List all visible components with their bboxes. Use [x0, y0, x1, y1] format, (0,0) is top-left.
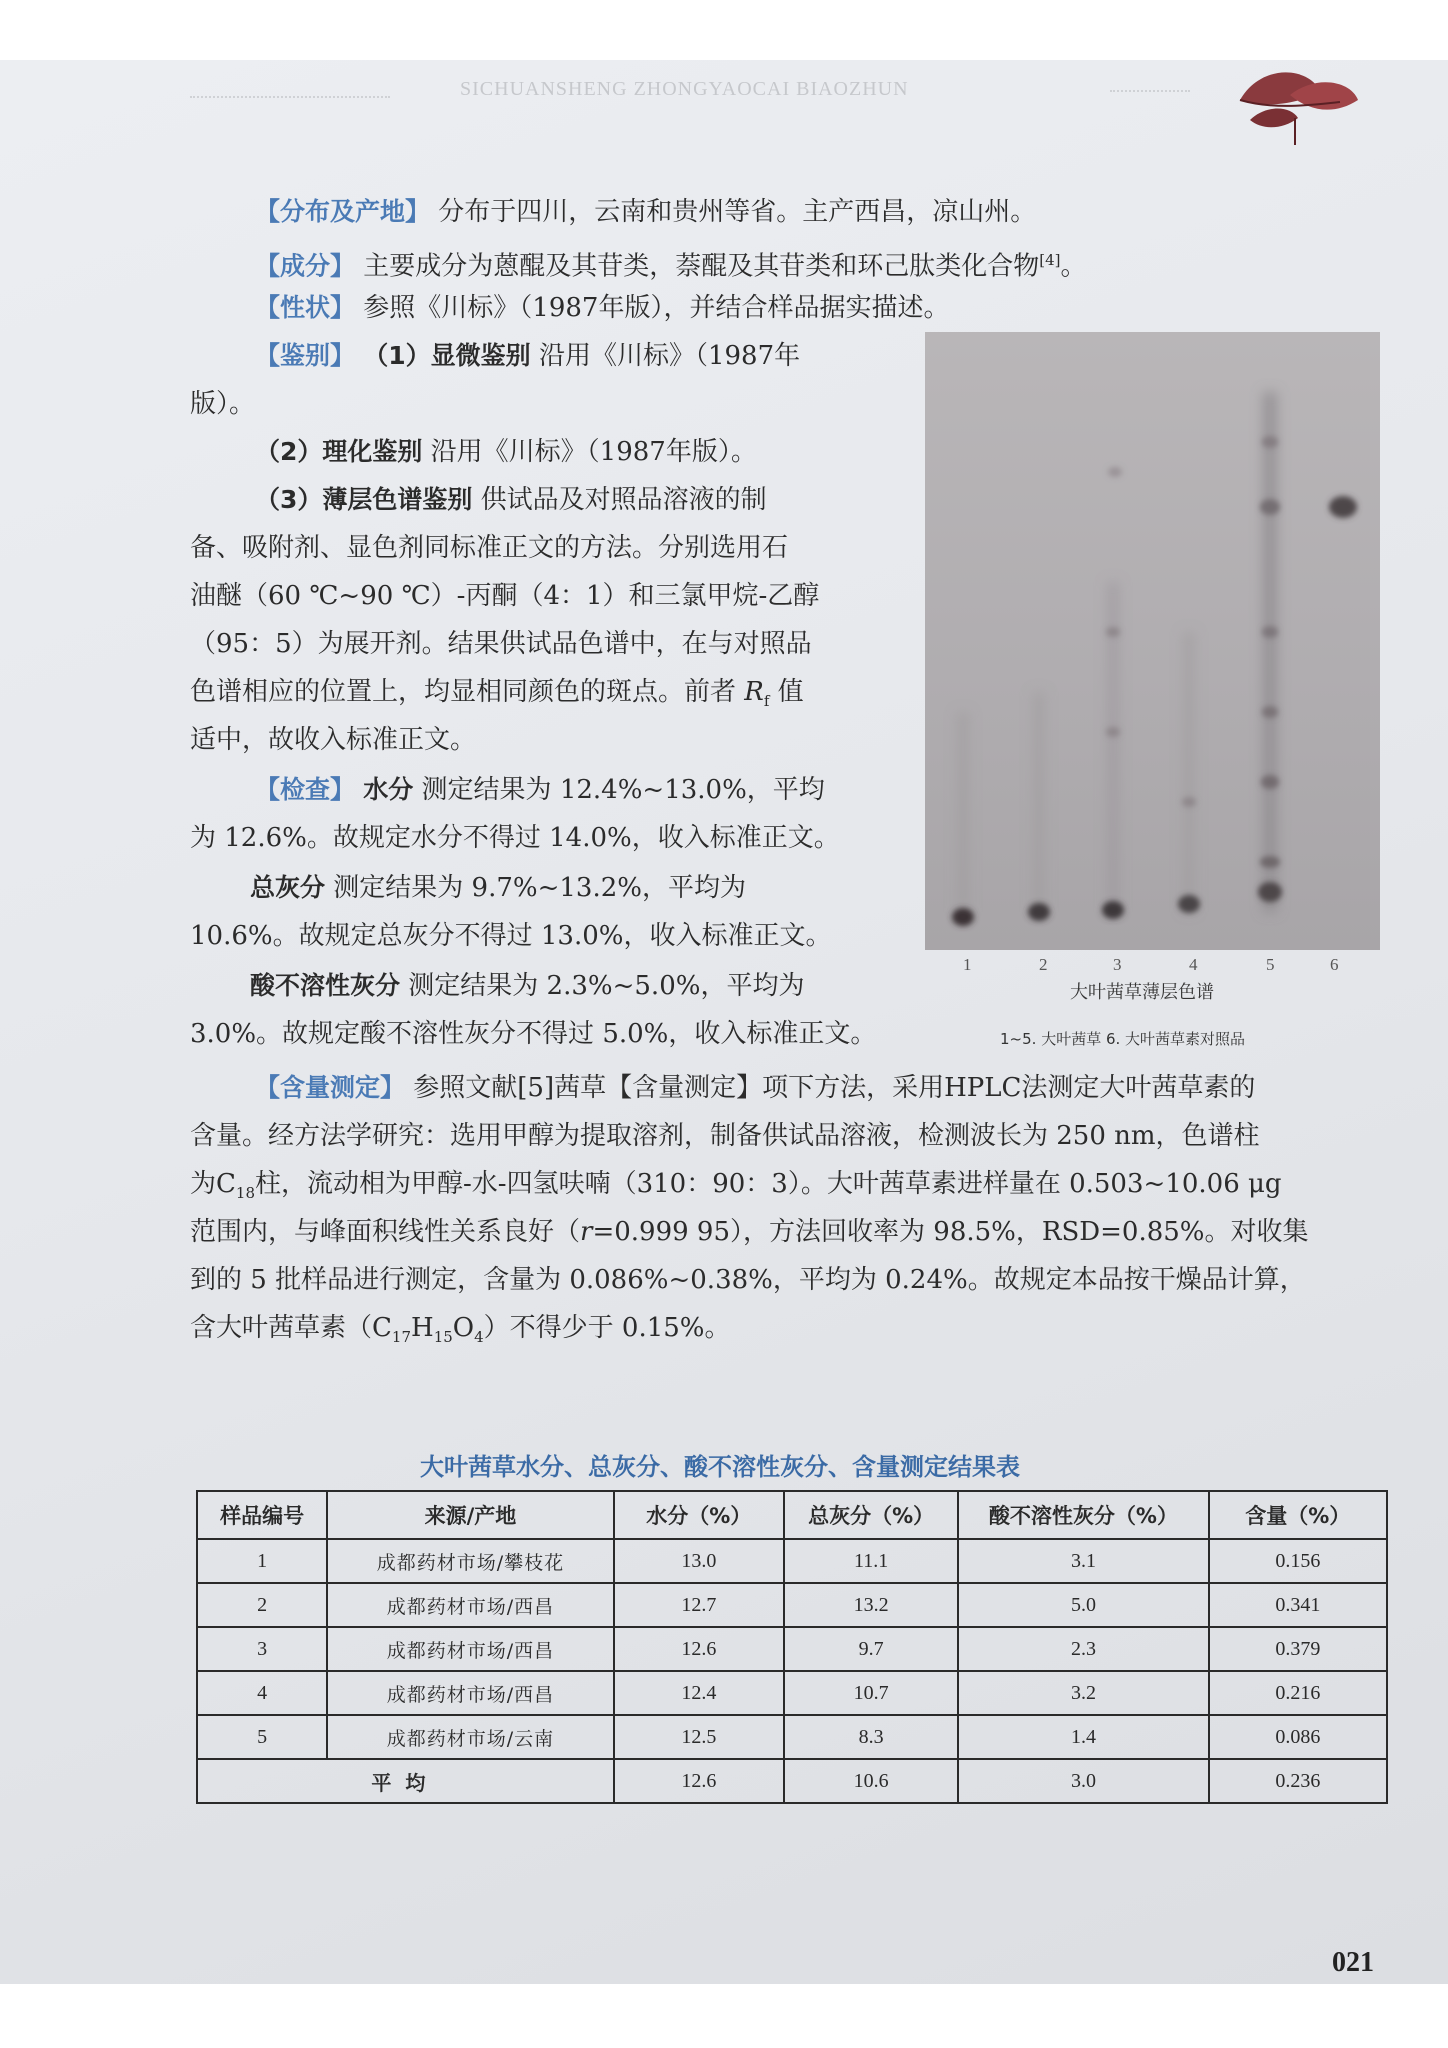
assay-line-2: 含量。经方法学研究：选用甲醇为提取溶剂，制备供试品溶液，检测波长为 250 nm，色谱柱: [190, 1121, 1260, 1151]
character-paragraph: [255, 284, 949, 332]
tlc-plate-graphic: [925, 332, 1380, 950]
total-ash-cell: 8.3: [784, 1715, 958, 1759]
average-content: 0.236: [1209, 1759, 1387, 1803]
table-row: [197, 1715, 1387, 1759]
source-cell: 成都药材市场/西昌: [327, 1627, 613, 1671]
tlc-label: （3）薄层色谱鉴别: [255, 485, 473, 514]
header-source: 来源/产地: [327, 1491, 613, 1539]
leaf-ornament-icon: [1220, 60, 1360, 150]
acid-ash-cell: 5.0: [958, 1583, 1208, 1627]
average-total-ash: 10.6: [784, 1759, 958, 1803]
average-water: 12.6: [614, 1759, 784, 1803]
assay-text-6b: ）不得少于 0.15%。: [483, 1313, 731, 1343]
water-cell: 12.5: [614, 1715, 784, 1759]
total-ash-cell: 13.2: [784, 1583, 958, 1627]
running-head: SICHUANSHENG ZHONGYAOCAI BIAOZHUN: [460, 78, 909, 100]
inspection-label: 【检查】: [255, 775, 356, 804]
total-ash-cell: 11.1: [784, 1539, 958, 1583]
physchem-text: 沿用《川标》（1987年版）。: [422, 437, 757, 467]
total-ash-cell: 10.7: [784, 1671, 958, 1715]
acid-text-2: 3.0%。故规定酸不溶性灰分不得过 5.0%，收入标准正文。: [190, 1019, 877, 1049]
acid-line-1: [250, 962, 804, 1010]
header-content: 含量（%）: [1209, 1491, 1387, 1539]
lane-label: 1: [963, 955, 972, 974]
ash-text-1: 测定结果为 9.7%~13.2%，平均为: [325, 873, 746, 903]
sample-no: 5: [197, 1715, 327, 1759]
tlc-text-1: 供试品及对照品溶液的制: [472, 485, 767, 515]
tlc-text-5b: 值: [769, 677, 804, 707]
source-cell: 成都药材市场/云南: [327, 1715, 613, 1759]
content-cell: 0.379: [1209, 1627, 1387, 1671]
assay-text-4a: 范围内，与峰面积线性关系良好（: [190, 1217, 581, 1247]
formula-sub-15: 15: [433, 1328, 453, 1347]
table-row: [197, 1627, 1387, 1671]
micro-label: （1）显微鉴别: [363, 341, 531, 370]
assay-line-6: [190, 1304, 731, 1361]
assay-label: 【含量测定】: [255, 1073, 406, 1102]
water-text-2: 为 12.6%。故规定水分不得过 14.0%，收入标准正文。: [190, 823, 840, 853]
distribution-paragraph: [255, 188, 1036, 236]
book-page: [0, 60, 1448, 1984]
water-cell: 12.7: [614, 1583, 784, 1627]
table-average-row: [197, 1759, 1387, 1803]
total-ash-cell: 9.7: [784, 1627, 958, 1671]
physchem-label: （2）理化鉴别: [255, 437, 423, 466]
acid-ash-cell: 3.1: [958, 1539, 1208, 1583]
water-cell: 12.6: [614, 1627, 784, 1671]
assay-text-6a: 含大叶茜草素（C: [190, 1313, 392, 1343]
results-table: [196, 1490, 1388, 1804]
water-cell: 12.4: [614, 1671, 784, 1715]
c18-subscript: 18: [235, 1184, 255, 1203]
micro-text-2: 版）。: [190, 389, 256, 419]
identification-label: 【鉴别】: [255, 341, 356, 370]
identification-line-1: [255, 332, 800, 380]
components-reference: [4]: [1039, 251, 1061, 269]
sample-no: 2: [197, 1583, 327, 1627]
tlc-plate-photo: [925, 332, 1380, 950]
table-row: [197, 1671, 1387, 1715]
ash-text-2: 10.6%。故规定总灰分不得过 13.0%，收入标准正文。: [190, 921, 832, 951]
components-label: 【成分】: [255, 251, 356, 281]
average-label: 平均: [197, 1759, 614, 1803]
character-text: 参照《川标》（1987年版），并结合样品据实描述。: [355, 293, 950, 323]
sample-no: 4: [197, 1671, 327, 1715]
water-label: 水分: [363, 775, 414, 804]
table-row: [197, 1539, 1387, 1583]
table-row: [197, 1583, 1387, 1627]
distribution-label: 【分布及产地】: [255, 197, 431, 226]
assay-text-3b: 柱，流动相为甲醇-水-四氢呋喃（310：90：3）。大叶茜草素进样量在 0.503~10.06 μg: [255, 1169, 1282, 1199]
rf-subscript: f: [763, 692, 770, 711]
acid-label: 酸不溶性灰分: [250, 971, 401, 1000]
table-header-row: [197, 1491, 1387, 1539]
figure-caption: 大叶茜草薄层色谱: [1070, 982, 1214, 1003]
table-title: 大叶茜草水分、总灰分、酸不溶性灰分、含量测定结果表: [420, 1452, 1020, 1481]
source-cell: 成都药材市场/西昌: [327, 1671, 613, 1715]
content-cell: 0.156: [1209, 1539, 1387, 1583]
page-number: 021: [1332, 1947, 1374, 1978]
character-label: 【性状】: [255, 293, 356, 322]
ash-line-1: [250, 864, 746, 912]
assay-text-1: 参照文献[5]茜草【含量测定】项下方法，采用HPLC法测定大叶茜草素的: [405, 1073, 1256, 1103]
components-paragraph: [255, 236, 1087, 291]
header-sample-no: 样品编号: [197, 1491, 327, 1539]
acid-text-1: 测定结果为 2.3%~5.0%，平均为: [400, 971, 805, 1001]
formula-o: O: [452, 1313, 475, 1343]
content-cell: 0.216: [1209, 1671, 1387, 1715]
assay-line-4: [190, 1208, 1309, 1256]
water-cell: 13.0: [614, 1539, 784, 1583]
lane-label: 2: [1039, 955, 1048, 974]
ash-label: 总灰分: [250, 873, 326, 902]
acid-ash-cell: 2.3: [958, 1627, 1208, 1671]
r-symbol: r: [580, 1217, 593, 1247]
header-decoration-right: [1110, 90, 1190, 92]
sample-no: 1: [197, 1539, 327, 1583]
components-end: 。: [1060, 251, 1087, 282]
tlc-line-2: 备、吸附剂、显色剂同标准正文的方法。分别选用石: [190, 533, 789, 563]
tlc-line-6: 适中，故收入标准正文。: [190, 725, 477, 755]
tlc-text-5a: 色谱相应的位置上，均显相同颜色的斑点。前者: [190, 677, 745, 707]
sample-no: 3: [197, 1627, 327, 1671]
tlc-line-3: 油醚（60 ℃~90 ℃）-丙酮（4：1）和三氯甲烷-乙醇: [190, 581, 820, 611]
header-total-ash: 总灰分（%）: [784, 1491, 958, 1539]
tlc-line-4: （95：5）为展开剂。结果供试品色谱中，在与对照品: [190, 629, 812, 659]
content-cell: 0.086: [1209, 1715, 1387, 1759]
distribution-text: 分布于四川，云南和贵州等省。主产西昌，凉山州。: [430, 197, 1037, 227]
header-acid-ash: 酸不溶性灰分（%）: [958, 1491, 1208, 1539]
lane-label: 4: [1189, 955, 1198, 974]
assay-text-4b: =0.999 95），方法回收率为 98.5%，RSD=0.85%。对收集: [592, 1217, 1309, 1247]
average-acid-ash: 3.0: [958, 1759, 1208, 1803]
tlc-line-1: [255, 476, 767, 524]
formula-h: H: [411, 1313, 434, 1343]
header-water: 水分（%）: [614, 1491, 784, 1539]
lane-label: 3: [1113, 955, 1122, 974]
micro-text-1: 沿用《川标》（1987年: [530, 341, 801, 371]
inspection-line-1: [255, 766, 825, 814]
assay-text-3a: 为C: [190, 1169, 236, 1199]
source-cell: 成都药材市场/西昌: [327, 1583, 613, 1627]
lane-label: 6: [1330, 955, 1339, 974]
components-text: 主要成分为蒽醌及其苷类，萘醌及其苷类和环己肽类化合物: [355, 251, 1040, 282]
figure-legend: 1~5. 大叶茜草 6. 大叶茜草素对照品: [1000, 1030, 1246, 1048]
water-text-1: 测定结果为 12.4%~13.0%，平均: [413, 775, 825, 805]
header-decoration-left: [190, 96, 390, 98]
acid-ash-cell: 3.2: [958, 1671, 1208, 1715]
acid-ash-cell: 1.4: [958, 1715, 1208, 1759]
formula-sub-4: 4: [474, 1328, 484, 1347]
assay-line-1: [255, 1064, 1255, 1112]
formula-sub-17: 17: [391, 1328, 411, 1347]
source-cell: 成都药材市场/攀枝花: [327, 1539, 613, 1583]
content-cell: 0.341: [1209, 1583, 1387, 1627]
lane-label: 5: [1266, 955, 1275, 974]
physchem-line: [255, 428, 757, 476]
rf-symbol: R: [744, 677, 764, 707]
assay-line-5: 到的 5 批样品进行测定，含量为 0.086%~0.38%，平均为 0.24%。故规定本品按干燥品计算，: [190, 1265, 1306, 1295]
